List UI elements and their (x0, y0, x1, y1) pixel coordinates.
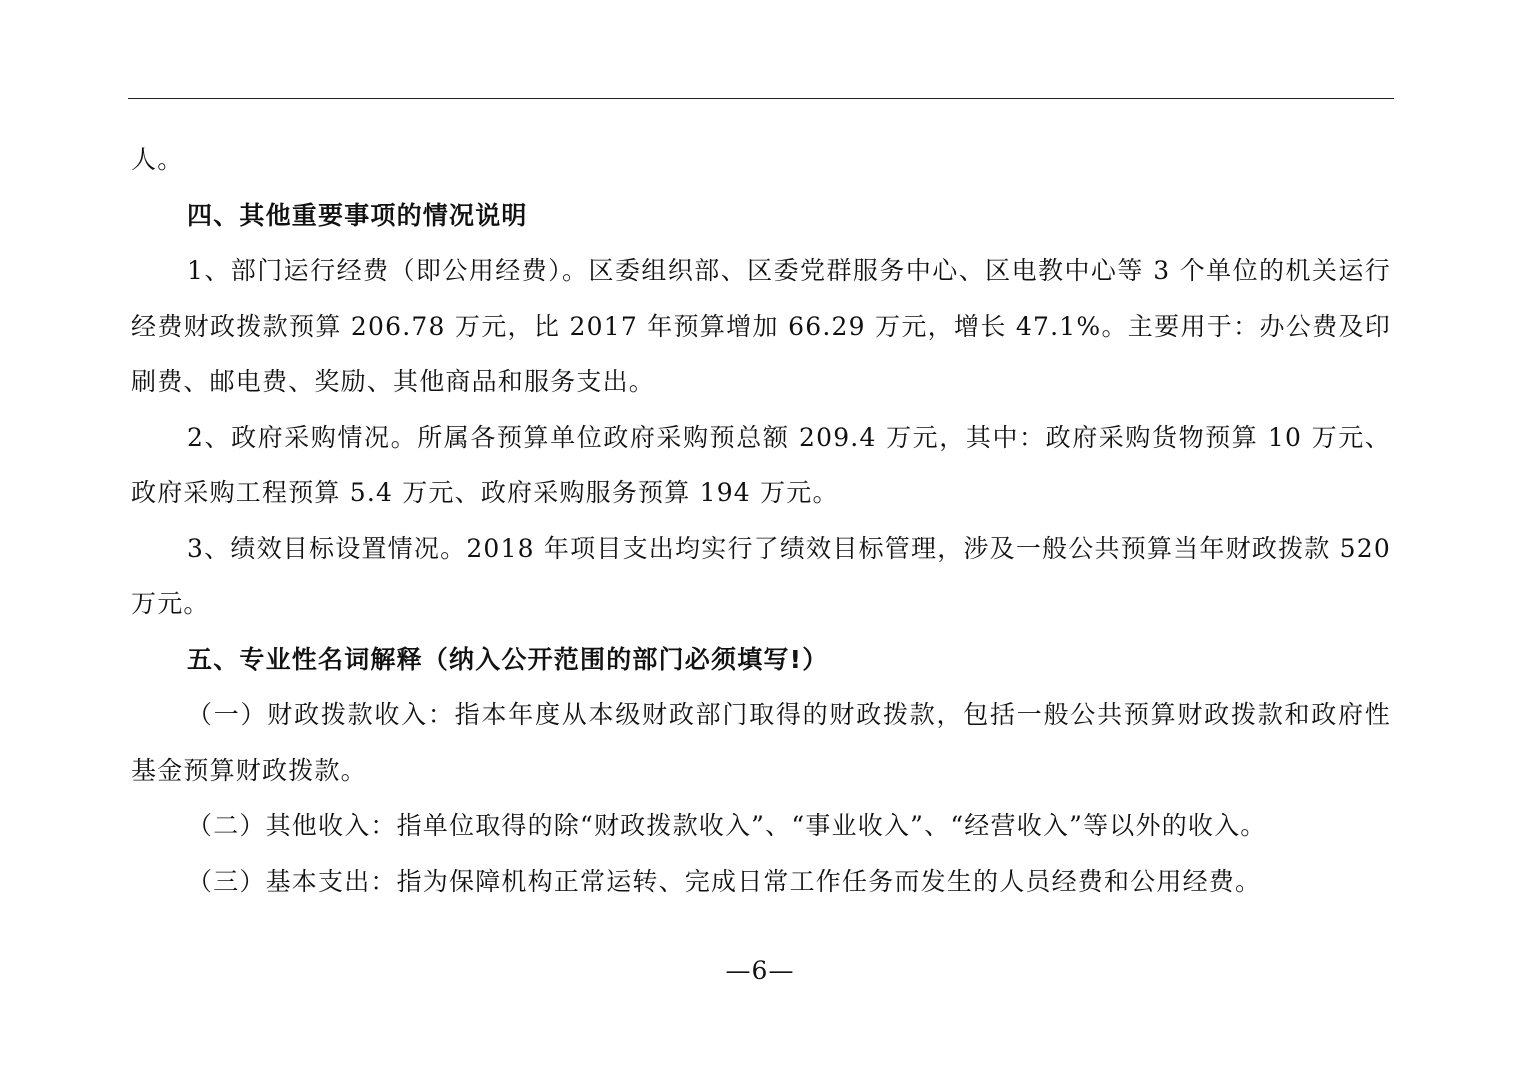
section-heading-other-matters: 四、其他重要事项的情况说明 (187, 200, 528, 230)
paragraph-term-fiscal-appropriation: （一）财政拨款收入：指本年度从本级财政部门取得的财政拨款，包括一般公共预算财政拨款和政府性基金预算财政拨款。 (131, 700, 1391, 785)
paragraph-performance-targets: 3、绩效目标设置情况。2018 年项目支出均实行了绩效目标管理，涉及一般公共预算当年财政拨款 520 万元。 (131, 533, 1391, 618)
page-number: —6— (725, 956, 795, 985)
continuation-text: 人。 (131, 145, 184, 174)
paragraph-operating-expenses: 1、部门运行经费（即公用经费）。区委组织部、区委党群服务中心、区电教中心等 3 个单位的机关运行经费财政拨款预算 206.78 万元，比 2017 年预算增加 66.29 万元，增长 47.1%。主要用于：办公费及印刷费、邮电费、奖励、其他商品和服务支出。 (131, 256, 1391, 396)
header-rule (128, 98, 1394, 99)
paragraph-term-basic-expenditure: （三）基本支出：指为保障机构正常运转、完成日常工作任务而发生的人员经费和公用经费。 (187, 866, 1262, 896)
paragraph-term-other-income: （二）其他收入：指单位取得的除“财政拨款收入”、“事业收入”、“经营收入”等以外的收入。 (187, 811, 1267, 840)
document-body (131, 132, 1391, 909)
paragraph-government-procurement: 2、政府采购情况。所属各预算单位政府采购预总额 209.4 万元，其中：政府采购货物预算 10 万元、政府采购工程预算 5.4 万元、政府采购服务预算 194 万元。 (131, 422, 1391, 507)
section-heading-terminology: 五、专业性名词解释（纳入公开范围的部门必须填写!） (187, 644, 829, 674)
